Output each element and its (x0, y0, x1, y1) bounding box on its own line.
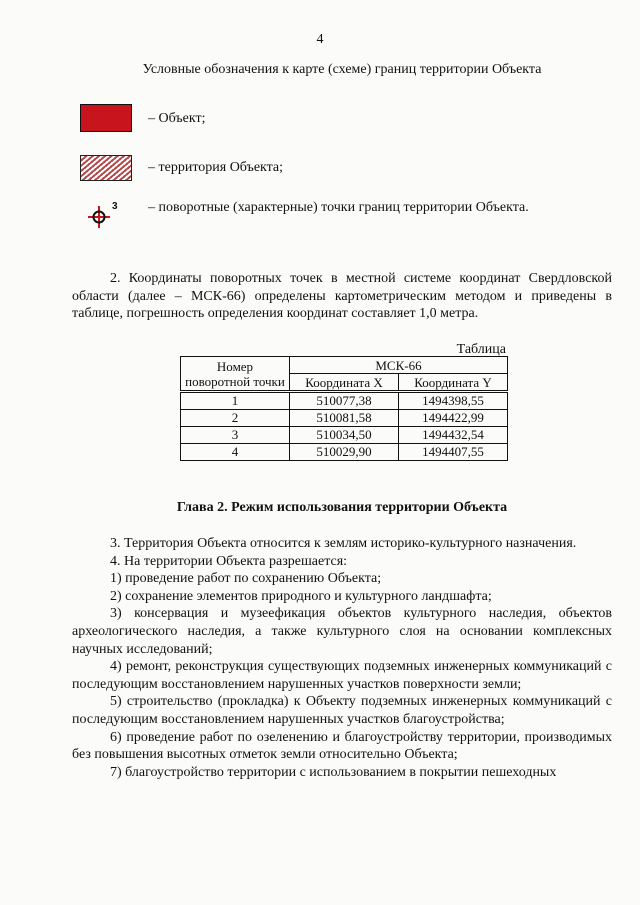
chapter-title: Глава 2. Режим использования территории Объекта (176, 500, 508, 515)
table-row (181, 410, 508, 427)
list-item: 7) благоустройство территории с использованием в покрытии пешеходных (110, 764, 557, 780)
cell-x: 510029,90 (290, 444, 399, 461)
table-row (181, 444, 508, 461)
cell-point: 2 (181, 410, 290, 427)
legend-item-object (78, 103, 206, 135)
hatched-rectangle-icon (78, 153, 136, 183)
marker-label: 3 (112, 201, 118, 212)
cell-y: 1494407,55 (399, 444, 508, 461)
legend-item-label: – Объект; (148, 111, 206, 126)
coordinates-table (180, 356, 508, 461)
turning-point-marker-icon (78, 193, 136, 223)
header-x: Координата X (290, 374, 399, 392)
cell-y: 1494432,54 (399, 427, 508, 444)
table-row (181, 427, 508, 444)
cell-x: 510034,50 (290, 427, 399, 444)
paragraph-3: 3. Территория Объекта относится к землям историко-культурного назначения. (110, 536, 577, 551)
cell-point: 3 (181, 427, 290, 444)
legend-title: Условные обозначения к карте (схеме) границ территории Объекта (142, 62, 542, 77)
list-item: 5) строительство (прокладка) к Объекту подземных инженерных коммуникаций с последующим восстановлением нарушенных участков благоустройства; (72, 694, 612, 727)
list-item: 4) ремонт, реконструкция существующих подземных инженерных коммуникаций с последующим восстановлением нарушенных участков поверхности земли; (72, 659, 612, 692)
list-item: 2) сохранение элементов природного и культурного ландшафта; (110, 588, 492, 604)
list-item: 3) консервация и музеефикация объектов культурного наследия, объектов археологического наследия, а также культурного слоя на основании комплексных научных исследований; (72, 606, 612, 657)
legend-item-territory (78, 152, 284, 184)
legend-item-label: – территория Объекта; (148, 160, 284, 175)
paragraph-4: 4. На территории Объекта разрешается: (110, 553, 348, 569)
cell-x: 510081,58 (290, 410, 399, 427)
cell-y: 1494422,99 (399, 410, 508, 427)
red-filled-rectangle-icon (78, 104, 136, 134)
header-point-number: Номер поворотной точки (181, 357, 290, 392)
legend-item-turning-points (78, 192, 529, 224)
legend-item-label: – поворотные (характерные) точки границ территории Объекта. (148, 200, 529, 215)
table-label: Таблица (456, 342, 506, 357)
table-row (181, 392, 508, 410)
cell-point: 1 (181, 392, 290, 410)
regulation-list (72, 535, 612, 781)
header-y: Координата Y (399, 374, 508, 392)
list-item: 6) проведение работ по озеленению и благоустройству территории, производимых без повышения высотных отметок земли относительно Объекта; (72, 729, 612, 763)
paragraph-2: 2. Координаты поворотных точек в местной системе координат Свердловской области (далее – МСК-66) определены картометрическим методом и приведены в таблице, погрешность определения координат составляет 1,0 метра. (72, 271, 612, 322)
cell-y: 1494398,55 (399, 392, 508, 410)
header-coordinate-system: МСК-66 (290, 357, 508, 374)
cell-point: 4 (181, 444, 290, 461)
cell-x: 510077,38 (290, 392, 399, 410)
list-item: 1) проведение работ по сохранению Объекта; (110, 571, 382, 587)
page-number: 4 (316, 32, 324, 47)
